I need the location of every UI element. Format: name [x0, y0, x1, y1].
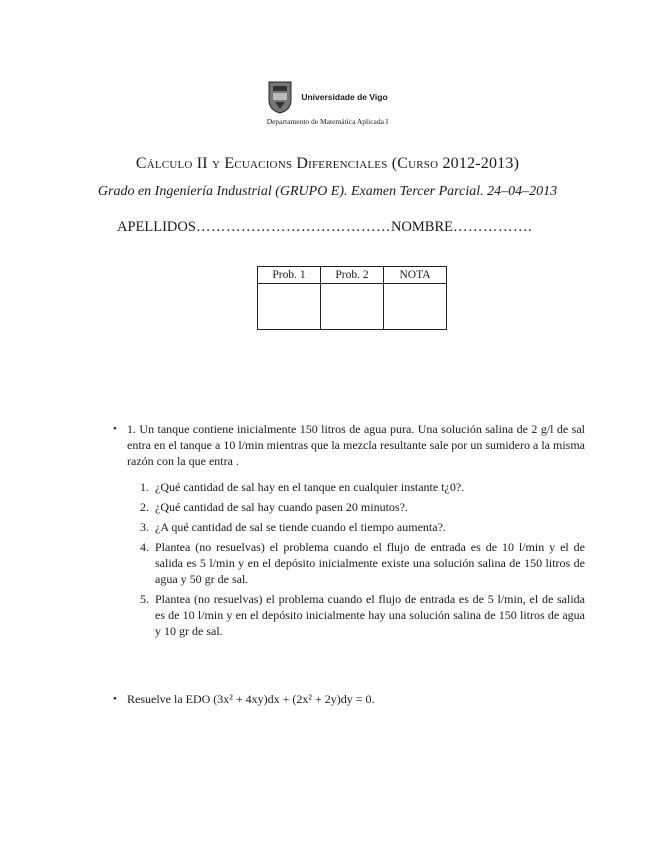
problem-2	[113, 691, 585, 707]
grade-cell-prob2	[321, 284, 384, 330]
subquestion-text: ¿Qué cantidad de sal hay en el tanque en cualquier instante t¿0?.	[155, 480, 465, 494]
page-header	[0, 80, 655, 126]
grade-table-row	[258, 284, 447, 330]
name-fields	[117, 219, 587, 236]
subquestion-1	[127, 479, 585, 495]
problem-1-subquestions	[127, 479, 585, 639]
subquestion-text: Plantea (no resuelvas) el problema cuando el flujo de entrada es de 5 l/min, el de salida es de 10 l/min y en el depósito inicialmente hay una solución salina de 150 litros de agua y 10 gr de sal.	[155, 592, 585, 638]
bullet-icon: •	[113, 423, 117, 435]
department-name: Departamento de Matemática Aplicada I	[266, 117, 389, 126]
subquestion-number: 1.	[140, 480, 149, 494]
problem-1	[113, 421, 585, 643]
exam-subtitle: Grado en Ingeniería Industrial (GRUPO E). Examen Tercer Parcial. 24–04–2013	[97, 184, 558, 199]
subquestion-number: 2.	[140, 500, 149, 514]
grade-table-header-row	[258, 267, 447, 284]
subquestion-text: Plantea (no resuelvas) el problema cuando el flujo de entrada es de 10 l/min y el de salida es 5 l/min y en el depósito inicialmente existe una solución salina de 150 litros de agua y 50 gr de sal.	[155, 540, 585, 586]
grade-header-prob2: Prob. 2	[321, 267, 384, 284]
apellidos-dots: …………………………………	[195, 219, 391, 235]
subquestion-text: ¿A qué cantidad de sal se tiende cuando el tiempo aumenta?.	[155, 520, 446, 534]
problem-1-statement: 1. Un tanque contiene inicialmente 150 litros de agua pura. Una solución salina de 2 g/l de sal entra en el tanque a 10 l/min mientras que la mezcla resultante sale por un sumidero a la misma razón con la que entra .	[127, 422, 585, 468]
subquestion-2	[127, 499, 585, 515]
problem-2-statement: Resuelve la EDO (3x² + 4xy)dx + (2x² + 2y)dy = 0.	[127, 692, 375, 706]
subquestion-4	[127, 539, 585, 587]
bullet-icon: •	[113, 693, 117, 705]
grade-cell-nota	[384, 284, 447, 330]
subquestion-5	[127, 591, 585, 639]
exam-title: Cálculo II y Ecuacions Diferenciales (Curso 2012-2013)	[135, 155, 520, 172]
grade-cell-prob1	[258, 284, 321, 330]
university-name: Universidade de Vigo	[301, 92, 388, 102]
nombre-label: NOMBRE	[390, 219, 453, 235]
university-crest-icon	[267, 80, 293, 114]
subquestion-text: ¿Qué cantidad de sal hay cuando pasen 20 minutos?.	[155, 500, 408, 514]
subquestion-number: 5.	[140, 592, 149, 606]
subquestion-3	[127, 519, 585, 535]
subquestion-number: 4.	[140, 540, 149, 554]
nombre-dots: …………….	[453, 219, 533, 235]
grade-header-prob1: Prob. 1	[258, 267, 321, 284]
subquestion-number: 3.	[140, 520, 149, 534]
grade-table	[257, 266, 447, 330]
university-logo-row	[267, 80, 387, 114]
problems-section	[113, 421, 585, 707]
apellidos-label: APELLIDOS	[117, 219, 196, 235]
grade-header-nota: NOTA	[384, 267, 447, 284]
